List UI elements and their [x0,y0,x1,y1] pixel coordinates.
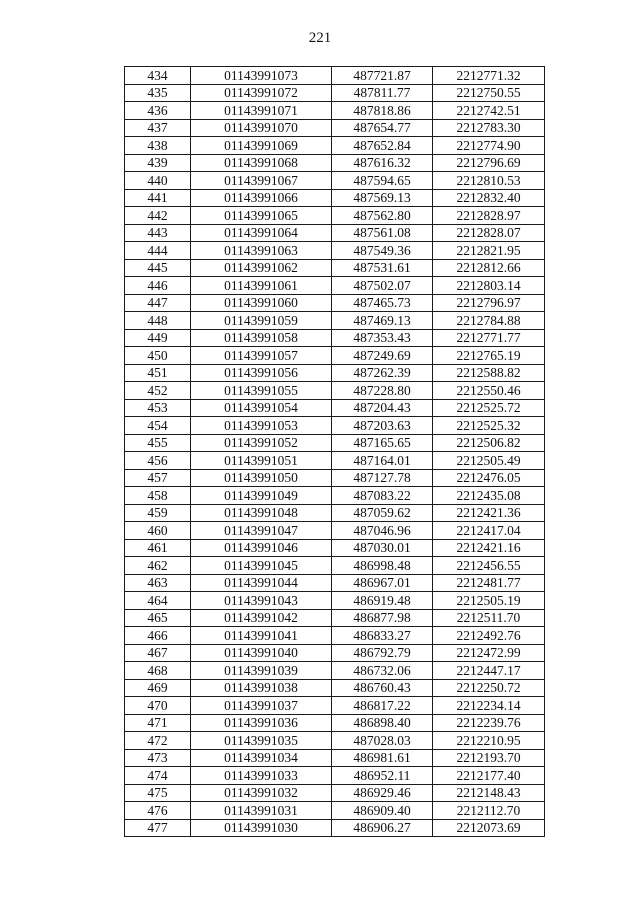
table-row [125,259,545,277]
x-coordinate-cell: 487561.08 [332,224,433,242]
table-row [125,522,545,540]
point-id-cell: 01143991066 [191,189,332,207]
table-row [125,224,545,242]
table-row [125,207,545,225]
point-id-cell: 01143991062 [191,259,332,277]
x-coordinate-cell: 487569.13 [332,189,433,207]
point-id-cell: 01143991073 [191,67,332,85]
y-coordinate-cell: 2212821.95 [433,242,545,260]
y-coordinate-cell: 2212193.70 [433,749,545,767]
table-row [125,399,545,417]
table-row [125,382,545,400]
point-number-cell: 475 [125,784,191,802]
y-coordinate-cell: 2212828.97 [433,207,545,225]
table-row [125,802,545,820]
point-number-cell: 458 [125,487,191,505]
x-coordinate-cell: 486952.11 [332,767,433,785]
point-id-cell: 01143991052 [191,434,332,452]
x-coordinate-cell: 487353.43 [332,329,433,347]
x-coordinate-cell: 486817.22 [332,697,433,715]
point-number-cell: 466 [125,627,191,645]
y-coordinate-cell: 2212472.99 [433,644,545,662]
point-number-cell: 472 [125,732,191,750]
x-coordinate-cell: 487249.69 [332,347,433,365]
y-coordinate-cell: 2212796.97 [433,294,545,312]
y-coordinate-cell: 2212505.19 [433,592,545,610]
point-number-cell: 446 [125,277,191,295]
point-number-cell: 447 [125,294,191,312]
y-coordinate-cell: 2212810.53 [433,172,545,190]
y-coordinate-cell: 2212588.82 [433,364,545,382]
point-id-cell: 01143991054 [191,399,332,417]
point-number-cell: 461 [125,539,191,557]
table-row [125,119,545,137]
table-row [125,102,545,120]
x-coordinate-cell: 487549.36 [332,242,433,260]
point-id-cell: 01143991032 [191,784,332,802]
point-id-cell: 01143991042 [191,609,332,627]
table-row [125,294,545,312]
y-coordinate-cell: 2212525.32 [433,417,545,435]
x-coordinate-cell: 486792.79 [332,644,433,662]
table-row [125,189,545,207]
point-id-cell: 01143991061 [191,277,332,295]
table-row [125,504,545,522]
point-number-cell: 473 [125,749,191,767]
point-number-cell: 463 [125,574,191,592]
table-row [125,487,545,505]
table-row [125,469,545,487]
y-coordinate-cell: 2212742.51 [433,102,545,120]
point-number-cell: 460 [125,522,191,540]
point-id-cell: 01143991030 [191,819,332,837]
point-number-cell: 474 [125,767,191,785]
x-coordinate-cell: 487228.80 [332,382,433,400]
point-number-cell: 457 [125,469,191,487]
x-coordinate-cell: 487654.77 [332,119,433,137]
point-number-cell: 434 [125,67,191,85]
y-coordinate-cell: 2212505.49 [433,452,545,470]
point-number-cell: 451 [125,364,191,382]
y-coordinate-cell: 2212148.43 [433,784,545,802]
point-id-cell: 01143991055 [191,382,332,400]
point-number-cell: 437 [125,119,191,137]
point-id-cell: 01143991071 [191,102,332,120]
table-row [125,644,545,662]
y-coordinate-cell: 2212771.32 [433,67,545,85]
point-id-cell: 01143991057 [191,347,332,365]
x-coordinate-cell: 486906.27 [332,819,433,837]
table-row [125,67,545,85]
x-coordinate-cell: 486981.61 [332,749,433,767]
table-row [125,242,545,260]
table-row [125,819,545,837]
x-coordinate-cell: 487165.65 [332,434,433,452]
table-row [125,662,545,680]
point-number-cell: 439 [125,154,191,172]
x-coordinate-cell: 487616.32 [332,154,433,172]
table-row [125,592,545,610]
y-coordinate-cell: 2212506.82 [433,434,545,452]
point-number-cell: 467 [125,644,191,662]
table-row [125,434,545,452]
y-coordinate-cell: 2212784.88 [433,312,545,330]
point-id-cell: 01143991060 [191,294,332,312]
table-row [125,539,545,557]
y-coordinate-cell: 2212750.55 [433,84,545,102]
y-coordinate-cell: 2212771.77 [433,329,545,347]
point-id-cell: 01143991041 [191,627,332,645]
point-number-cell: 448 [125,312,191,330]
y-coordinate-cell: 2212476.05 [433,469,545,487]
x-coordinate-cell: 486898.40 [332,714,433,732]
point-number-cell: 453 [125,399,191,417]
point-id-cell: 01143991072 [191,84,332,102]
y-coordinate-cell: 2212796.69 [433,154,545,172]
table-row [125,679,545,697]
point-id-cell: 01143991065 [191,207,332,225]
x-coordinate-cell: 487818.86 [332,102,433,120]
point-number-cell: 440 [125,172,191,190]
point-number-cell: 442 [125,207,191,225]
x-coordinate-cell: 486919.48 [332,592,433,610]
point-number-cell: 443 [125,224,191,242]
table-row [125,732,545,750]
point-id-cell: 01143991037 [191,697,332,715]
y-coordinate-cell: 2212828.07 [433,224,545,242]
y-coordinate-cell: 2212421.36 [433,504,545,522]
point-id-cell: 01143991034 [191,749,332,767]
point-number-cell: 468 [125,662,191,680]
table-row [125,627,545,645]
point-number-cell: 450 [125,347,191,365]
table-row [125,574,545,592]
point-id-cell: 01143991058 [191,329,332,347]
x-coordinate-cell: 487059.62 [332,504,433,522]
point-id-cell: 01143991050 [191,469,332,487]
point-number-cell: 476 [125,802,191,820]
point-id-cell: 01143991039 [191,662,332,680]
x-coordinate-cell: 487811.77 [332,84,433,102]
point-id-cell: 01143991067 [191,172,332,190]
y-coordinate-cell: 2212774.90 [433,137,545,155]
point-id-cell: 01143991070 [191,119,332,137]
point-number-cell: 469 [125,679,191,697]
x-coordinate-cell: 487046.96 [332,522,433,540]
table-row [125,784,545,802]
x-coordinate-cell: 487203.63 [332,417,433,435]
table-row [125,697,545,715]
table-body [125,67,545,837]
point-id-cell: 01143991064 [191,224,332,242]
table-row [125,137,545,155]
point-number-cell: 455 [125,434,191,452]
y-coordinate-cell: 2212210.95 [433,732,545,750]
x-coordinate-cell: 487127.78 [332,469,433,487]
y-coordinate-cell: 2212525.72 [433,399,545,417]
y-coordinate-cell: 2212832.40 [433,189,545,207]
table-row [125,609,545,627]
y-coordinate-cell: 2212765.19 [433,347,545,365]
point-id-cell: 01143991068 [191,154,332,172]
point-number-cell: 462 [125,557,191,575]
coordinates-table [124,66,545,837]
point-id-cell: 01143991038 [191,679,332,697]
point-number-cell: 438 [125,137,191,155]
x-coordinate-cell: 486909.40 [332,802,433,820]
point-number-cell: 464 [125,592,191,610]
x-coordinate-cell: 487652.84 [332,137,433,155]
x-coordinate-cell: 487721.87 [332,67,433,85]
y-coordinate-cell: 2212239.76 [433,714,545,732]
point-number-cell: 445 [125,259,191,277]
point-number-cell: 477 [125,819,191,837]
x-coordinate-cell: 487502.07 [332,277,433,295]
table-row [125,277,545,295]
y-coordinate-cell: 2212177.40 [433,767,545,785]
point-number-cell: 444 [125,242,191,260]
table-row [125,417,545,435]
point-id-cell: 01143991049 [191,487,332,505]
x-coordinate-cell: 487204.43 [332,399,433,417]
x-coordinate-cell: 487164.01 [332,452,433,470]
y-coordinate-cell: 2212481.77 [433,574,545,592]
point-id-cell: 01143991051 [191,452,332,470]
point-id-cell: 01143991046 [191,539,332,557]
point-number-cell: 452 [125,382,191,400]
table-row [125,767,545,785]
y-coordinate-cell: 2212447.17 [433,662,545,680]
point-id-cell: 01143991035 [191,732,332,750]
point-id-cell: 01143991047 [191,522,332,540]
x-coordinate-cell: 487030.01 [332,539,433,557]
table-row [125,452,545,470]
x-coordinate-cell: 486877.98 [332,609,433,627]
x-coordinate-cell: 486760.43 [332,679,433,697]
point-number-cell: 449 [125,329,191,347]
x-coordinate-cell: 487262.39 [332,364,433,382]
point-number-cell: 441 [125,189,191,207]
point-id-cell: 01143991069 [191,137,332,155]
point-id-cell: 01143991031 [191,802,332,820]
y-coordinate-cell: 2212550.46 [433,382,545,400]
table-row [125,329,545,347]
point-id-cell: 01143991040 [191,644,332,662]
y-coordinate-cell: 2212250.72 [433,679,545,697]
x-coordinate-cell: 487028.03 [332,732,433,750]
y-coordinate-cell: 2212234.14 [433,697,545,715]
table-row [125,714,545,732]
x-coordinate-cell: 486967.01 [332,574,433,592]
x-coordinate-cell: 487594.65 [332,172,433,190]
page-number: 221 [308,30,332,46]
point-id-cell: 01143991056 [191,364,332,382]
point-number-cell: 436 [125,102,191,120]
table-row [125,364,545,382]
x-coordinate-cell: 487531.61 [332,259,433,277]
point-number-cell: 470 [125,697,191,715]
table-row [125,172,545,190]
point-id-cell: 01143991053 [191,417,332,435]
point-number-cell: 471 [125,714,191,732]
point-id-cell: 01143991059 [191,312,332,330]
y-coordinate-cell: 2212435.08 [433,487,545,505]
point-id-cell: 01143991033 [191,767,332,785]
y-coordinate-cell: 2212417.04 [433,522,545,540]
table-row [125,312,545,330]
x-coordinate-cell: 486732.06 [332,662,433,680]
y-coordinate-cell: 2212456.55 [433,557,545,575]
table-row [125,84,545,102]
x-coordinate-cell: 486929.46 [332,784,433,802]
point-id-cell: 01143991063 [191,242,332,260]
table-row [125,557,545,575]
point-id-cell: 01143991044 [191,574,332,592]
point-number-cell: 456 [125,452,191,470]
x-coordinate-cell: 486833.27 [332,627,433,645]
point-id-cell: 01143991048 [191,504,332,522]
point-number-cell: 454 [125,417,191,435]
point-id-cell: 01143991036 [191,714,332,732]
y-coordinate-cell: 2212812.66 [433,259,545,277]
x-coordinate-cell: 487562.80 [332,207,433,225]
point-id-cell: 01143991043 [191,592,332,610]
y-coordinate-cell: 2212803.14 [433,277,545,295]
x-coordinate-cell: 487469.13 [332,312,433,330]
y-coordinate-cell: 2212511.70 [433,609,545,627]
table-row [125,154,545,172]
y-coordinate-cell: 2212783.30 [433,119,545,137]
point-number-cell: 465 [125,609,191,627]
x-coordinate-cell: 486998.48 [332,557,433,575]
table-row [125,749,545,767]
y-coordinate-cell: 2212112.70 [433,802,545,820]
point-number-cell: 435 [125,84,191,102]
y-coordinate-cell: 2212073.69 [433,819,545,837]
y-coordinate-cell: 2212421.16 [433,539,545,557]
x-coordinate-cell: 487083.22 [332,487,433,505]
x-coordinate-cell: 487465.73 [332,294,433,312]
y-coordinate-cell: 2212492.76 [433,627,545,645]
point-number-cell: 459 [125,504,191,522]
table-row [125,347,545,365]
point-id-cell: 01143991045 [191,557,332,575]
